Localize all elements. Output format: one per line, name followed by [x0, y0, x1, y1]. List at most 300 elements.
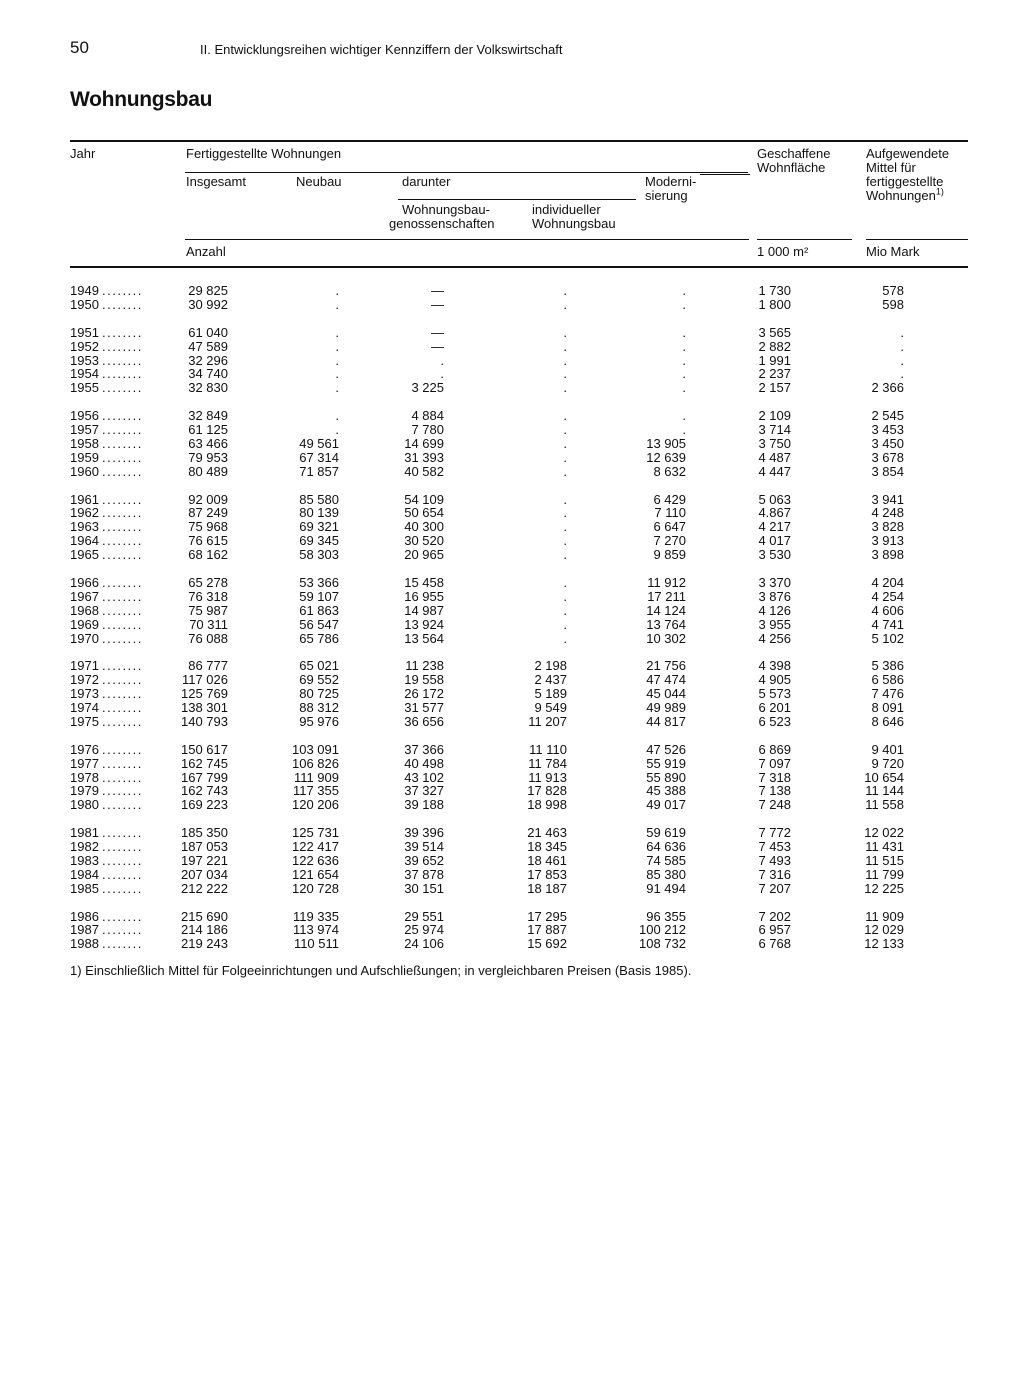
mittel-cell: 3 453	[871, 422, 904, 437]
modernisierung-cell: 47 526	[646, 741, 686, 757]
neubau-cell: .	[335, 366, 339, 382]
dot-leader: ........	[102, 588, 143, 604]
year-cell: 1971	[70, 659, 99, 674]
dot-leader: ........	[102, 783, 143, 799]
individuell-cell: .	[563, 519, 567, 535]
wbg-cell: 37 878	[404, 866, 444, 882]
header-aufgewendete-4: Wohnungen$^{1)}$	[866, 186, 944, 203]
modernisierung-cell: .	[682, 338, 686, 354]
mittel-cell: 4 254	[871, 588, 904, 604]
mittel-cell: 3 678	[871, 449, 904, 465]
wohnflaeche-cell: 6 201	[758, 700, 791, 715]
modernisierung-cell: .	[682, 352, 686, 368]
mittel-cell: 3 828	[871, 519, 904, 535]
neubau-cell: 80 139	[299, 505, 339, 521]
header-wbg-2: genossenschaften	[389, 216, 495, 231]
wohnflaeche-cell: 7 097	[758, 755, 791, 771]
header-jahr: Jahr	[70, 146, 96, 161]
year-cell: 1962	[70, 506, 99, 521]
insgesamt-cell: 87 249	[188, 505, 228, 521]
wohnflaeche-cell: 5 063	[758, 491, 791, 507]
modernisierung-cell: 44 817	[646, 713, 686, 729]
dot-leader: ........	[102, 283, 143, 298]
mittel-cell: 9 720	[871, 755, 904, 771]
individuell-cell: 11 913	[528, 769, 567, 785]
individuell-cell: .	[563, 435, 567, 451]
wbg-cell: .	[440, 366, 444, 382]
unit-rule-flaeche	[757, 239, 852, 240]
individuell-cell: .	[563, 505, 567, 521]
dot-leader: ........	[102, 713, 143, 729]
mittel-cell: 9 401	[871, 741, 904, 757]
mittel-cell: 12 133	[864, 936, 904, 952]
wbg-cell: 39 396	[404, 825, 444, 841]
wbg-cell: .	[440, 352, 444, 368]
wbg-cell: —	[431, 338, 444, 354]
mittel-cell: 5 102	[871, 630, 904, 646]
year-cell: 1965	[70, 548, 99, 563]
mittel-cell: .	[900, 338, 904, 354]
wohnflaeche-cell: 3 955	[758, 616, 791, 632]
year-cell: 1968	[70, 603, 99, 618]
mittel-cell: 3 854	[871, 463, 904, 479]
individuell-cell: .	[563, 324, 567, 340]
neubau-cell: .	[335, 422, 339, 437]
neubau-cell: .	[335, 296, 339, 312]
wohnflaeche-cell: 4 126	[758, 602, 791, 618]
wbg-cell: 20 965	[404, 547, 444, 563]
dot-leader: ........	[102, 658, 143, 674]
neubau-cell: 53 366	[299, 574, 339, 590]
header-insgesamt: Insgesamt	[186, 174, 246, 189]
individuell-cell: .	[563, 574, 567, 590]
wohnflaeche-cell: 6 768	[758, 936, 791, 952]
year-cell: 1976	[70, 742, 99, 757]
individuell-cell: 11 110	[529, 741, 567, 757]
year-cell: 1973	[70, 687, 99, 702]
insgesamt-cell: 76 615	[188, 533, 228, 549]
modernisierung-cell: .	[682, 283, 686, 298]
individuell-cell: .	[563, 296, 567, 312]
insgesamt-cell: 185 350	[181, 825, 228, 841]
wbg-cell: 14 699	[404, 435, 444, 451]
year-cell: 1979	[70, 784, 99, 799]
header-modernisierung-2: sierung	[645, 188, 688, 203]
year-cell: 1987	[70, 923, 99, 938]
wohnflaeche-cell: 6 869	[758, 741, 791, 757]
dot-leader: ........	[102, 825, 143, 841]
individuell-cell: .	[563, 408, 567, 424]
wbg-cell: 29 551	[404, 908, 444, 924]
unit-flaeche: 1 000 m²	[757, 244, 809, 259]
modernisierung-cell: 17 211	[647, 588, 686, 604]
header-indiv-1: individueller	[532, 202, 601, 217]
mittel-cell: 5 386	[871, 658, 904, 674]
neubau-cell: 61 863	[299, 602, 339, 618]
modernisierung-cell: 45 388	[646, 783, 686, 799]
wohnflaeche-cell: 7 202	[758, 908, 791, 924]
wohnflaeche-cell: 2 237	[758, 366, 791, 382]
header-geschaffene-1: Geschaffene	[757, 146, 831, 161]
individuell-cell: 21 463	[527, 825, 567, 841]
insgesamt-cell: 215 690	[181, 908, 228, 924]
modernisierung-cell: 10 302	[646, 630, 686, 646]
dot-leader: ........	[102, 866, 143, 882]
insgesamt-cell: 61 125	[188, 422, 228, 437]
mittel-cell: 3 913	[871, 533, 904, 549]
wohnflaeche-cell: 7 248	[758, 797, 791, 813]
wohnflaeche-cell: 3 876	[758, 588, 791, 604]
wohnflaeche-cell: 7 316	[758, 866, 791, 882]
neubau-cell: 71 857	[299, 463, 339, 479]
mittel-cell: 7 476	[871, 686, 904, 702]
neubau-cell: .	[335, 324, 339, 340]
individuell-cell: 11 784	[528, 755, 567, 771]
wohnflaeche-cell: 7 207	[758, 880, 791, 896]
unit-rule-mark	[866, 239, 968, 240]
insgesamt-cell: 207 034	[181, 866, 228, 882]
year-cell: 1954	[70, 367, 99, 382]
wbg-cell: 37 366	[404, 741, 444, 757]
wohnflaeche-cell: 1 800	[758, 296, 791, 312]
insgesamt-cell: 76 088	[188, 630, 228, 646]
mittel-cell: 3 941	[871, 491, 904, 507]
modernisierung-cell: .	[682, 380, 686, 396]
mittel-cell: 10 654	[864, 769, 904, 785]
mittel-cell: 4 204	[871, 574, 904, 590]
wohnflaeche-underline	[700, 174, 750, 175]
wohnflaeche-cell: 7 453	[758, 839, 791, 854]
wbg-cell: 19 558	[404, 672, 444, 688]
year-cell: 1963	[70, 520, 99, 535]
wbg-cell: 4 884	[411, 408, 444, 424]
neubau-cell: 103 091	[292, 741, 339, 757]
year-cell: 1980	[70, 798, 99, 813]
mittel-cell: 3 898	[871, 547, 904, 563]
wbg-cell: —	[431, 324, 444, 340]
neubau-cell: 80 725	[299, 686, 339, 702]
modernisierung-cell: 6 429	[653, 491, 686, 507]
neubau-cell: 59 107	[299, 588, 339, 604]
wohnflaeche-cell: 1 991	[758, 352, 791, 368]
year-cell: 1949	[70, 284, 99, 298]
insgesamt-cell: 68 162	[188, 547, 228, 563]
neubau-cell: 113 974	[292, 922, 339, 938]
header-modernisierung-1: Moderni-	[645, 174, 697, 189]
modernisierung-cell: 9 859	[653, 547, 686, 563]
wbg-cell: 16 955	[404, 588, 444, 604]
year-cell: 1975	[70, 714, 99, 729]
unit-mark: Mio Mark	[866, 244, 920, 259]
dot-leader: ........	[102, 422, 143, 437]
neubau-cell: 65 786	[299, 630, 339, 646]
year-cell: 1983	[70, 853, 99, 868]
dot-leader: ........	[102, 324, 143, 340]
individuell-cell: 18 345	[527, 839, 567, 854]
footnote-marker: 1)	[935, 186, 944, 197]
dot-leader: ........	[102, 686, 143, 702]
individuell-cell: 9 549	[534, 700, 567, 715]
insgesamt-cell: 197 221	[181, 852, 228, 868]
modernisierung-cell: 100 212	[639, 922, 686, 938]
dot-leader: ........	[102, 463, 143, 479]
wbg-cell: 31 393	[404, 449, 444, 465]
mittel-cell: 6 586	[871, 672, 904, 688]
year-cell: 1959	[70, 450, 99, 465]
wohnflaeche-cell: 6 957	[758, 922, 791, 938]
wbg-cell: 13 924	[404, 616, 444, 632]
modernisierung-cell: 13 905	[646, 435, 686, 451]
wbg-cell: 3 225	[411, 380, 444, 396]
dot-leader: ........	[102, 616, 143, 632]
neubau-cell: 95 976	[299, 713, 339, 729]
modernisierung-cell: 91 494	[646, 880, 686, 896]
dot-leader: ........	[102, 519, 143, 535]
neubau-cell: 69 552	[299, 672, 339, 688]
header-wbg-1: Wohnungsbau-	[402, 202, 490, 217]
wbg-cell: 40 498	[404, 755, 444, 771]
mittel-cell: 578	[882, 283, 904, 298]
dot-leader: ........	[102, 741, 143, 757]
individuell-cell: 18 461	[527, 852, 567, 868]
unit-rule-anzahl	[185, 239, 749, 240]
header-indiv-2: Wohnungsbau	[532, 216, 616, 231]
individuell-cell: .	[563, 630, 567, 646]
wbg-cell: 7 780	[411, 422, 444, 437]
wohnflaeche-cell: 3 530	[758, 547, 791, 563]
year-cell: 1982	[70, 840, 99, 854]
year-cell: 1951	[70, 325, 99, 340]
wohnflaeche-cell: 7 138	[758, 783, 791, 799]
insgesamt-cell: 65 278	[188, 574, 228, 590]
neubau-cell: 122 417	[292, 839, 339, 854]
wbg-cell: 13 564	[404, 630, 444, 646]
individuell-cell: .	[563, 352, 567, 368]
insgesamt-cell: 70 311	[189, 616, 228, 632]
page-number: 50	[70, 38, 89, 57]
modernisierung-cell: 108 732	[639, 936, 686, 952]
wbg-cell: 11 238	[405, 658, 444, 674]
header-fertiggestellte: Fertiggestellte Wohnungen	[186, 146, 342, 161]
individuell-cell: 2 437	[534, 672, 567, 688]
modernisierung-cell: .	[682, 422, 686, 437]
neubau-cell: 88 312	[299, 700, 339, 715]
insgesamt-cell: 47 589	[188, 338, 228, 354]
dot-leader: ........	[102, 769, 143, 785]
header-bottom-rule	[70, 266, 968, 268]
mittel-cell: 2 545	[871, 408, 904, 424]
mittel-cell: 11 144	[865, 783, 904, 799]
modernisierung-cell: 21 756	[646, 658, 686, 674]
insgesamt-cell: 212 222	[181, 880, 228, 896]
wohnflaeche-cell: 4 487	[758, 449, 791, 465]
individuell-cell: .	[563, 283, 567, 298]
neubau-cell: 120 728	[292, 880, 339, 896]
wohnflaeche-cell: 7 318	[758, 769, 791, 785]
wbg-cell: 43 102	[404, 769, 444, 785]
wohnflaeche-cell: 7 493	[758, 852, 791, 868]
neubau-cell: 120 206	[292, 797, 339, 813]
insgesamt-cell: 86 777	[188, 658, 228, 674]
neubau-cell: 117 355	[292, 783, 339, 799]
modernisierung-cell: 13 764	[646, 616, 686, 632]
mittel-cell: 4 606	[871, 602, 904, 618]
individuell-cell: .	[563, 463, 567, 479]
individuell-cell: .	[563, 422, 567, 437]
neubau-cell: 65 021	[299, 658, 339, 674]
neubau-cell: 122 636	[292, 852, 339, 868]
year-cell: 1988	[70, 937, 99, 952]
individuell-cell: .	[563, 380, 567, 396]
modernisierung-cell: .	[682, 324, 686, 340]
modernisierung-cell: 14 124	[646, 602, 686, 618]
modernisierung-cell: 7 110	[654, 505, 686, 521]
insgesamt-cell: 169 223	[181, 797, 228, 813]
wohnflaeche-cell: 3 370	[758, 574, 791, 590]
neubau-cell: .	[335, 352, 339, 368]
dot-leader: ........	[102, 449, 143, 465]
individuell-cell: 17 295	[527, 908, 567, 924]
wohnflaeche-cell: 4 217	[758, 519, 791, 535]
header-darunter: darunter	[402, 174, 451, 189]
wohnflaeche-cell: 2 109	[758, 408, 791, 424]
wbg-cell: 24 106	[404, 936, 444, 952]
individuell-cell: .	[563, 491, 567, 507]
neubau-cell: .	[335, 380, 339, 396]
insgesamt-cell: 32 830	[188, 380, 228, 396]
year-cell: 1960	[70, 464, 99, 479]
neubau-cell: .	[335, 408, 339, 424]
wohnflaeche-cell: 3 565	[758, 324, 791, 340]
wohnflaeche-cell: 4 447	[758, 463, 791, 479]
neubau-cell: 56 547	[299, 616, 339, 632]
wbg-cell: 15 458	[404, 574, 444, 590]
year-cell: 1966	[70, 575, 99, 590]
year-cell: 1956	[70, 409, 99, 424]
year-cell: 1978	[70, 770, 99, 785]
neubau-cell: 111 909	[293, 769, 339, 785]
modernisierung-cell: 45 044	[646, 686, 686, 702]
header-neubau: Neubau	[296, 174, 342, 189]
modernisierung-cell: 7 270	[653, 533, 686, 549]
insgesamt-cell: 117 026	[181, 672, 228, 688]
mittel-cell: 11 515	[865, 852, 904, 868]
mittel-cell: 11 431	[865, 839, 904, 854]
modernisierung-cell: 55 919	[646, 755, 686, 771]
wohnflaeche-cell: 1 730	[758, 283, 791, 298]
individuell-cell: 11 207	[528, 713, 567, 729]
insgesamt-cell: 32 849	[188, 408, 228, 424]
dot-leader: ........	[102, 491, 143, 507]
insgesamt-cell: 30 992	[188, 296, 228, 312]
mittel-cell: 11 909	[865, 908, 904, 924]
neubau-cell: 69 345	[299, 533, 339, 549]
mittel-cell: 598	[882, 296, 904, 312]
individuell-cell: .	[563, 366, 567, 382]
mittel-cell: .	[900, 352, 904, 368]
individuell-cell: 5 189	[534, 686, 567, 702]
footnote: 1) Einschließlich Mittel für Folgeeinrichtungen und Aufschließungen; in vergleichbaren Preisen (Basis 1985).	[70, 963, 692, 978]
running-head: II. Entwicklungsreihen wichtiger Kennziffern der Volkswirtschaft	[200, 42, 563, 57]
neubau-cell: 67 314	[299, 449, 339, 465]
modernisierung-cell: .	[682, 366, 686, 382]
modernisierung-cell: 55 890	[646, 769, 686, 785]
dot-leader: ........	[102, 672, 143, 688]
modernisierung-cell: 85 380	[646, 866, 686, 882]
wbg-cell: 26 172	[404, 686, 444, 702]
insgesamt-cell: 214 186	[181, 922, 228, 938]
individuell-cell: 17 853	[527, 866, 567, 882]
insgesamt-cell: 32 296	[188, 352, 228, 368]
wbg-cell: 30 151	[404, 880, 444, 896]
mittel-cell: 2 366	[871, 380, 904, 396]
year-cell: 1981	[70, 826, 99, 841]
year-cell: 1964	[70, 534, 99, 549]
wbg-cell: 40 300	[404, 519, 444, 535]
dot-leader: ........	[102, 602, 143, 618]
wohnflaeche-cell: 7 772	[758, 825, 791, 841]
neubau-cell: 121 654	[292, 866, 339, 882]
insgesamt-cell: 75 968	[188, 519, 228, 535]
modernisierung-cell: 59 619	[646, 825, 686, 841]
neubau-cell: .	[335, 338, 339, 354]
modernisierung-cell: 47 474	[646, 672, 686, 688]
dot-leader: ........	[102, 630, 143, 646]
darunter-underline	[398, 199, 636, 200]
wbg-cell: 36 656	[404, 713, 444, 729]
dot-leader: ........	[102, 922, 143, 938]
insgesamt-cell: 80 489	[188, 463, 228, 479]
year-cell: 1955	[70, 381, 99, 396]
dot-leader: ........	[102, 408, 143, 424]
dot-leader: ........	[102, 755, 143, 771]
wbg-cell: 39 514	[404, 839, 444, 854]
insgesamt-cell: 162 743	[181, 783, 228, 799]
insgesamt-cell: 219 243	[181, 936, 228, 952]
table-top-rule	[70, 140, 968, 142]
dot-leader: ........	[102, 338, 143, 354]
insgesamt-cell: 34 740	[188, 366, 228, 382]
mittel-cell: .	[900, 324, 904, 340]
wohnflaeche-cell: 4 017	[758, 533, 791, 549]
year-cell: 1961	[70, 492, 99, 507]
insgesamt-cell: 29 825	[188, 283, 228, 298]
modernisierung-cell: .	[682, 408, 686, 424]
insgesamt-cell: 125 769	[181, 686, 228, 702]
dot-leader: ........	[102, 380, 143, 396]
modernisierung-cell: 49 989	[646, 700, 686, 715]
year-cell: 1958	[70, 436, 99, 451]
year-cell: 1986	[70, 909, 99, 924]
modernisierung-cell: 49 017	[646, 797, 686, 813]
page-title: Wohnungsbau	[70, 88, 213, 111]
dot-leader: ........	[102, 908, 143, 924]
neubau-cell: 106 826	[292, 755, 339, 771]
year-cell: 1952	[70, 339, 99, 354]
wbg-cell: 50 654	[404, 505, 444, 521]
dot-leader: ........	[102, 839, 143, 854]
year-cell: 1953	[70, 353, 99, 368]
modernisierung-cell: 12 639	[646, 449, 686, 465]
wbg-cell: 39 652	[404, 852, 444, 868]
insgesamt-cell: 167 799	[181, 769, 228, 785]
insgesamt-cell: 61 040	[188, 324, 228, 340]
dot-leader: ........	[102, 547, 143, 563]
header-aufgewendete-1: Aufgewendete	[866, 146, 950, 161]
insgesamt-cell: 140 793	[181, 713, 228, 729]
individuell-cell: 2 198	[534, 658, 567, 674]
wohnflaeche-cell: 5 573	[758, 686, 791, 702]
